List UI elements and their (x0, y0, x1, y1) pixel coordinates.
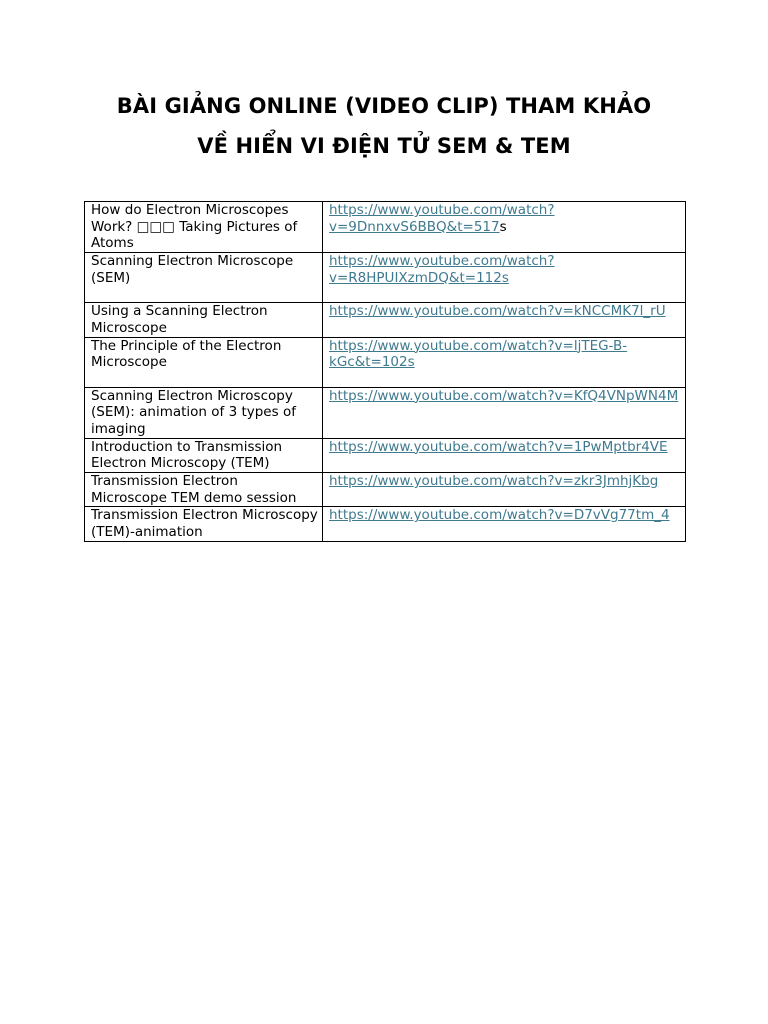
video-title-cell: The Principle of the Electron Microscope (85, 337, 323, 387)
table-row (85, 438, 686, 472)
document-title-line-1: BÀI GIẢNG ONLINE (VIDEO CLIP) THAM KHẢO (116, 94, 652, 118)
url-suffix-text: s (499, 218, 507, 235)
video-url-cell (323, 202, 686, 253)
video-title-cell: Scanning Electron Microscope (SEM) (85, 253, 323, 303)
video-url-cell (323, 507, 686, 541)
video-link[interactable]: https://www.youtube.com/watch?v=kNCCMK7l_rU (329, 303, 666, 320)
video-title-cell: Transmission Electron Microscope TEM demo session (85, 473, 323, 507)
video-url-cell (323, 253, 686, 303)
table-row (85, 337, 686, 387)
table-row (85, 507, 686, 541)
video-link[interactable]: https://www.youtube.com/watch?v=1PwMptbr4VE (329, 438, 668, 455)
video-title-cell: Introduction to Transmission Electron Microscopy (TEM) (85, 438, 323, 472)
video-link[interactable]: https://www.youtube.com/watch?v=D7vVg77tm_4 (329, 507, 670, 524)
video-link[interactable]: https://www.youtube.com/watch?v=ljTEG-B-kGc&t=102s (329, 337, 628, 371)
table-row (85, 303, 686, 337)
video-title-cell: Using a Scanning Electron Microscope (85, 303, 323, 337)
video-link[interactable]: https://www.youtube.com/watch?v=R8HPUIXzmDQ&t=112s (329, 253, 555, 286)
video-title-cell: Transmission Electron Microscopy (TEM)-animation (85, 507, 323, 541)
video-links-table (84, 201, 686, 542)
video-url-cell (323, 303, 686, 337)
document-title-line-2: VỀ HIỂN VI ĐIỆN TỬ SEM & TEM (197, 134, 571, 158)
video-title-cell: How do Electron Microscopes Work? □□□ Taking Pictures of Atoms (85, 202, 323, 253)
video-url-cell (323, 438, 686, 472)
video-title-cell: Scanning Electron Microscopy (SEM): animation of 3 types of imaging (85, 387, 323, 438)
table-row (85, 253, 686, 303)
table-row (85, 473, 686, 507)
video-url-cell (323, 337, 686, 387)
video-url-cell (323, 387, 686, 438)
video-link[interactable]: https://www.youtube.com/watch?v=9DnnxvS6BBQ&t=517 (329, 202, 555, 235)
video-link[interactable]: https://www.youtube.com/watch?v=zkr3JmhjKbg (329, 473, 659, 490)
table-row (85, 387, 686, 438)
video-link[interactable]: https://www.youtube.com/watch?v=KfQ4VNpWN4M (329, 387, 679, 404)
table-row (85, 202, 686, 253)
video-url-cell (323, 473, 686, 507)
